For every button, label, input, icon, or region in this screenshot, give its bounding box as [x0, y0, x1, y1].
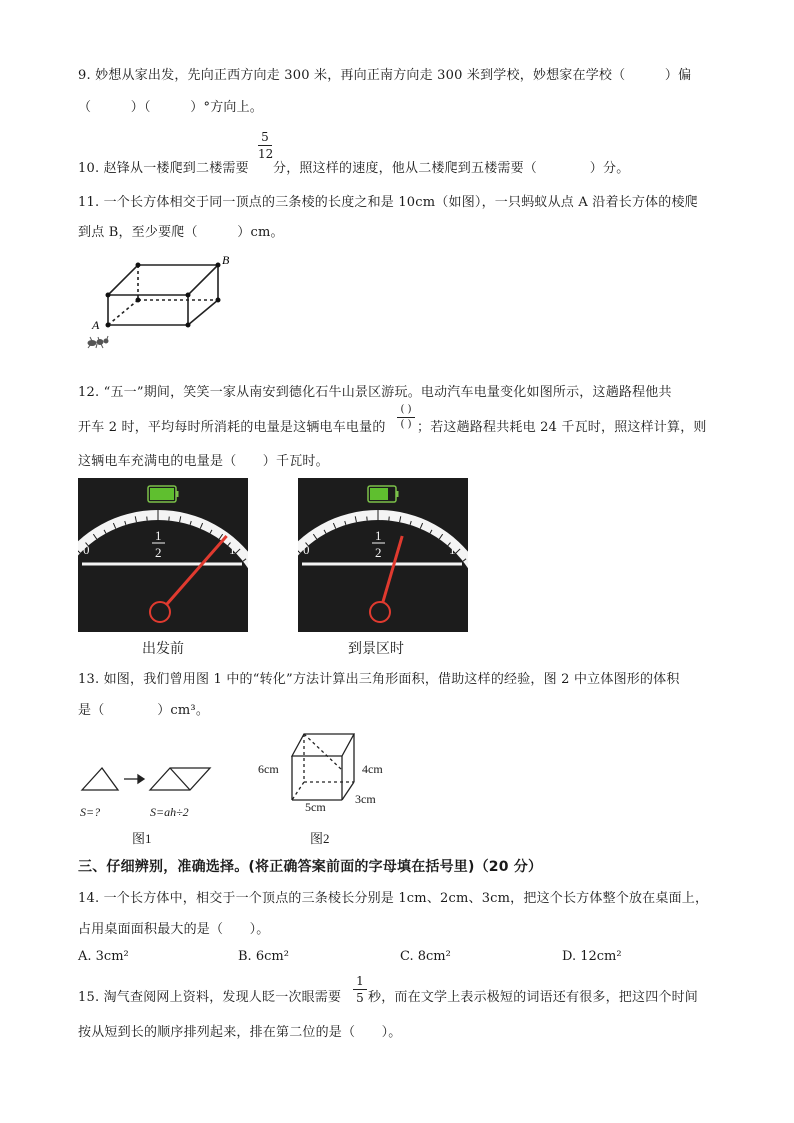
- tick-label-half-num: 1: [155, 528, 162, 543]
- q14-option-b: B. 6cm²: [238, 949, 289, 964]
- q10-frac-den: 12: [258, 147, 274, 161]
- gauge-needle: [380, 536, 402, 612]
- q9-line1: 9. 妙想从家出发，先向正西方向走 300 米，再向正南方向走 300 米到学校，妙想家在学校（ ）偏: [78, 68, 692, 83]
- gauge-needle-hub: [370, 602, 390, 622]
- ant-icon: [88, 336, 108, 348]
- tick-label-half-den: 2: [155, 545, 162, 560]
- battery-terminal: [176, 491, 179, 497]
- q12-line2-suffix: ；若这趟路程共耗电 24 千瓦时，照这样计算，则: [417, 420, 707, 435]
- q10-fraction: [258, 130, 272, 161]
- battery-gauge: [298, 478, 468, 632]
- q15-frac-num: 1: [356, 974, 364, 988]
- q10-suffix: 分，照这样的速度，他从二楼爬到五楼需要（ ）分。: [273, 161, 630, 176]
- q15-line2: 按从短到长的顺序排列起来，排在第二位的是（ ）。: [78, 1025, 402, 1040]
- dimension-5cm: 5cm: [305, 800, 326, 814]
- q12-line3: 这辆电车充满电的电量是（ ）千瓦时。: [78, 454, 329, 469]
- q12-frac-den: ( ): [400, 419, 412, 430]
- tick-label-half-den: 2: [375, 545, 382, 560]
- tick-label-one: 1: [449, 542, 456, 557]
- gauge-needle: [160, 536, 227, 612]
- tick-label-zero: 0: [83, 542, 90, 557]
- q12-line1: 12. “五一”期间，笑笑一家从南安到德化石牛山景区游玩。电动汽车电量变化如图所示，这趟路程他共: [78, 385, 672, 400]
- dimension-4cm: 4cm: [362, 762, 383, 776]
- figure2-caption: 图2: [310, 831, 330, 846]
- battery-gauge: [78, 478, 248, 632]
- gauge-caption-arrival: 到景区时: [348, 641, 404, 657]
- triangle-area-label: S=?: [80, 805, 101, 819]
- gauge-panel-arrival: [298, 478, 468, 632]
- q14-line2: 占用桌面面积最大的是（ ）。: [78, 922, 270, 937]
- q11-line2: 到点 B，至少要爬（ ）cm。: [78, 225, 284, 240]
- battery-fill: [370, 488, 388, 500]
- q10-prefix: 10. 赵锋从一楼爬到二楼需要: [78, 161, 249, 176]
- cuboid-figure: [78, 250, 248, 355]
- q12-line2-prefix: 开车 2 时，平均每时所消耗的电量是这辆电车电量的: [78, 420, 386, 435]
- gauge-caption-departure: 出发前: [142, 641, 184, 657]
- q12-frac-num: ( ): [400, 404, 412, 415]
- gauge-needle-hub: [150, 602, 170, 622]
- battery-terminal: [396, 491, 399, 497]
- q12-fraction: [397, 404, 415, 431]
- q15-prefix: 15. 淘气查阅网上资料，发现人眨一次眼需要: [78, 990, 342, 1005]
- q13-line2: 是（ ）cm³。: [78, 703, 210, 718]
- point-b-label: B: [222, 253, 230, 267]
- q15-suffix: 秒，而在文学上表示极短的词语还有很多，把这四个时间: [368, 990, 699, 1005]
- q9-line2: （ ）（ ）°方向上。: [78, 100, 264, 115]
- q10-frac-num: 5: [261, 130, 269, 144]
- tick-label-half-num: 1: [375, 528, 382, 543]
- q14-option-c: C. 8cm²: [400, 949, 451, 964]
- q15-fraction: [353, 974, 367, 1005]
- gauge-scale-arc: [298, 510, 468, 570]
- q14-option-a: A. 3cm²: [78, 949, 129, 964]
- point-a-label: A: [92, 318, 100, 332]
- q14-line1: 14. 一个长方体中，相交于一个顶点的三条棱长分别是 1cm、2cm、3cm，把这个长方体整个放在桌面上，: [78, 891, 709, 906]
- parallelogram-area-label: S=ah÷2: [150, 805, 189, 819]
- tick-label-one: 1: [229, 542, 236, 557]
- tick-label-zero: 0: [303, 542, 310, 557]
- gauge-panel-departure: [78, 478, 248, 632]
- q13-line1: 13. 如图，我们曾用图 1 中的“转化”方法计算出三角形面积，借助这样的经验，图 2 中立体图形的体积: [78, 672, 680, 687]
- q11-line1: 11. 一个长方体相交于同一顶点的三条棱的长度之和是 10cm（如图），一只蚂蚁从点 A 沿着长方体的棱爬: [78, 195, 698, 210]
- q14-option-d: D. 12cm²: [562, 949, 622, 964]
- conversion-figures: [78, 720, 398, 850]
- dimension-3cm: 3cm: [355, 792, 376, 806]
- section3-heading: 三、仔细辨别，准确选择。(将正确答案前面的字母填在括号里)（20 分）: [78, 859, 543, 875]
- q15-frac-den: 5: [356, 991, 364, 1005]
- figure1-caption: 图1: [132, 831, 152, 846]
- battery-fill: [150, 488, 174, 500]
- dimension-6cm: 6cm: [258, 762, 279, 776]
